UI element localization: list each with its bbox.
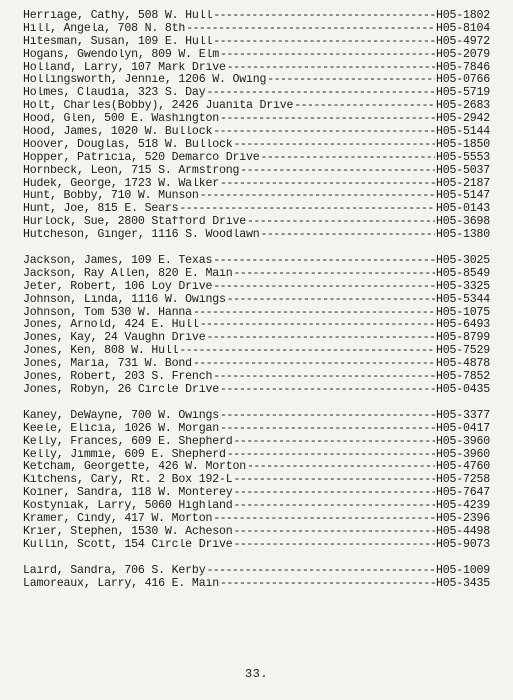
- directory-entry: [23, 371, 490, 384]
- directory-entry: [23, 578, 490, 591]
- entry-phone: H05-8104: [435, 22, 490, 35]
- entry-phone: H05-0766: [435, 74, 490, 87]
- directory-entry: [23, 126, 490, 139]
- entry-name-address: Kitchens, Cary, Rt. 2 Box 192-L: [23, 474, 233, 487]
- directory-group: [23, 10, 490, 242]
- dash-leader: [193, 358, 435, 371]
- entry-phone: H05-2187: [435, 177, 490, 190]
- entry-phone: H05-4498: [435, 525, 490, 538]
- entry-phone: H05-3325: [435, 280, 490, 293]
- dash-leader: [233, 500, 434, 513]
- dash-leader: [220, 423, 435, 436]
- entry-name-address: Jones, Arnold, 424 E. Hull: [23, 319, 199, 332]
- entry-phone: H05-2942: [435, 113, 490, 126]
- dash-leader: [227, 62, 435, 75]
- directory-entry: [23, 474, 490, 487]
- directory-entry: [23, 62, 490, 75]
- dash-leader: [213, 281, 435, 294]
- entry-name-address: Hood, Glen, 500 E. Washington: [23, 113, 219, 126]
- dash-leader: [179, 345, 435, 358]
- directory-entry: [23, 332, 490, 345]
- dash-leader: [233, 526, 434, 539]
- directory-entry: [23, 10, 490, 23]
- dash-leader: [179, 203, 435, 216]
- entry-phone: H05-7529: [435, 345, 490, 358]
- entry-name-address: Hollingsworth, Jennie, 1206 W. Owing: [23, 74, 267, 87]
- entry-phone: H05-5553: [435, 151, 490, 164]
- entry-phone: H05-4239: [435, 500, 490, 513]
- directory-entry: [23, 87, 490, 100]
- directory-entry: [23, 449, 490, 462]
- directory-group: [23, 565, 490, 591]
- dash-leader: [206, 87, 434, 100]
- directory-group: [23, 410, 490, 552]
- entry-phone: H05-8549: [435, 267, 490, 280]
- directory-entry: [23, 436, 490, 449]
- entry-phone: H05-5144: [435, 126, 490, 139]
- dash-leader: [220, 578, 435, 591]
- directory-group: [23, 255, 490, 397]
- directory-entry: [23, 487, 490, 500]
- entry-phone: H05-4878: [435, 358, 490, 371]
- entry-phone: H05-5719: [435, 87, 490, 100]
- dash-leader: [220, 113, 435, 126]
- directory-entry: [23, 23, 490, 36]
- dash-leader: [247, 461, 435, 474]
- entry-phone: H05-9073: [435, 538, 490, 551]
- entry-name-address: Hoover, Douglas, 518 W. Bullock: [23, 138, 233, 151]
- entry-name-address: Kramer, Cindy, 417 W. Morton: [23, 512, 213, 525]
- directory-entry: [23, 500, 490, 513]
- dash-leader: [206, 332, 434, 345]
- entry-phone: H05-6493: [435, 319, 490, 332]
- dash-leader: [200, 190, 435, 203]
- entry-name-address: Hunt, Bobby, 710 W. Munson: [23, 190, 199, 203]
- entry-phone: H05-3377: [435, 409, 490, 422]
- directory-entry: [23, 526, 490, 539]
- directory-entry: [23, 36, 490, 49]
- directory-entry: [23, 513, 490, 526]
- entry-name-address: Jeter, Robert, 106 Loy Drive: [23, 280, 213, 293]
- entry-name-address: Ketcham, Georgette, 426 W. Morton: [23, 461, 246, 474]
- entry-name-address: Hood, James, 1020 W. Bullock: [23, 126, 213, 139]
- entry-name-address: Kullin, Scott, 154 Circle Drive: [23, 538, 233, 551]
- dash-leader: [186, 23, 435, 36]
- entry-phone: H05-7852: [435, 371, 490, 384]
- directory-entry: [23, 461, 490, 474]
- directory-entry: [23, 255, 490, 268]
- entry-name-address: Jones, Robyn, 26 Circle Drive: [23, 383, 219, 396]
- dash-leader: [206, 565, 434, 578]
- entry-name-address: Herriage, Cathy, 508 W. Hull: [23, 10, 213, 22]
- dash-leader: [200, 319, 435, 332]
- dash-leader: [227, 294, 435, 307]
- dash-leader: [233, 474, 434, 487]
- entry-name-address: Hutcheson, Ginger, 1116 S. Woodlawn: [23, 229, 260, 242]
- entry-phone: H05-3960: [435, 448, 490, 461]
- entry-phone: H05-1380: [435, 229, 490, 242]
- entry-phone: H05-7258: [435, 474, 490, 487]
- directory-entry: [23, 229, 490, 242]
- directory-entry: [23, 216, 490, 229]
- entry-phone: H05-2396: [435, 512, 490, 525]
- dash-leader: [220, 410, 435, 423]
- directory-entry: [23, 319, 490, 332]
- entry-name-address: Jones, Kay, 24 Vaughn Drive: [23, 332, 206, 345]
- entry-name-address: Holland, Larry, 107 Mark Drive: [23, 61, 226, 74]
- page-number: 33.: [244, 667, 269, 681]
- entry-phone: H05-5037: [435, 164, 490, 177]
- dash-leader: [233, 539, 434, 552]
- directory-entry: [23, 139, 490, 152]
- entry-name-address: Laird, Sandra, 706 S. Kerby: [23, 564, 206, 577]
- directory-listing: [23, 10, 490, 590]
- entry-name-address: Hunt, Joe, 815 E. Sears: [23, 203, 179, 216]
- directory-entry: [23, 165, 490, 178]
- dash-leader: [261, 229, 435, 242]
- dash-leader: [213, 36, 435, 49]
- entry-phone: H05-4972: [435, 35, 490, 48]
- entry-name-address: Kelly, Frances, 609 E. Shepherd: [23, 435, 233, 448]
- entry-name-address: Hitesman, Susan, 109 E. Hull: [23, 35, 213, 48]
- entry-phone: H05-4760: [435, 461, 490, 474]
- dash-leader: [213, 10, 435, 23]
- dash-leader: [220, 384, 435, 397]
- entry-name-address: Jones, Ken, 808 W. Hull: [23, 345, 179, 358]
- entry-name-address: Hudek, George, 1723 W. Walker: [23, 177, 219, 190]
- entry-name-address: Keele, Elicia, 1026 W. Morgan: [23, 422, 219, 435]
- entry-name-address: Jones, Maria, 731 W. Bond: [23, 358, 192, 371]
- entry-phone: H05-1850: [435, 138, 490, 151]
- entry-phone: H05-0143: [435, 203, 490, 216]
- directory-entry: [23, 423, 490, 436]
- entry-phone: H05-0417: [435, 422, 490, 435]
- entry-phone: H05-7647: [435, 487, 490, 500]
- dash-leader: [213, 513, 435, 526]
- entry-name-address: Kelly, Jimmie, 609 E. Shepherd: [23, 448, 226, 461]
- entry-name-address: Koiner, Sandra, 118 W. Monterey: [23, 487, 233, 500]
- dash-leader: [213, 255, 435, 268]
- entry-name-address: Johnson, Tom 530 W. Hanna: [23, 306, 192, 319]
- dash-leader: [227, 449, 435, 462]
- dash-leader: [294, 100, 435, 113]
- entry-phone: H05-1802: [435, 10, 490, 22]
- dash-leader: [261, 152, 435, 165]
- dash-leader: [247, 216, 435, 229]
- entry-phone: H05-2079: [435, 48, 490, 61]
- entry-phone: H05-5147: [435, 190, 490, 203]
- entry-phone: H05-1075: [435, 306, 490, 319]
- dash-leader: [213, 126, 435, 139]
- directory-entry: [23, 152, 490, 165]
- dash-leader: [240, 165, 435, 178]
- entry-phone: H05-3698: [435, 216, 490, 229]
- directory-entry: [23, 307, 490, 320]
- entry-phone: H05-1009: [435, 564, 490, 577]
- directory-entry: [23, 281, 490, 294]
- entry-name-address: Hurlock, Sue, 2800 Stafford Drive: [23, 216, 246, 229]
- directory-entry: [23, 539, 490, 552]
- dash-leader: [220, 178, 435, 191]
- entry-name-address: Holmes, Claudia, 323 S. Day: [23, 87, 206, 100]
- entry-name-address: Johnson, Linda, 1116 W. Owings: [23, 293, 226, 306]
- entry-phone: H05-5344: [435, 293, 490, 306]
- entry-phone: H05-3435: [435, 577, 490, 590]
- entry-name-address: Hopper, Patricia, 520 Demarco Drive: [23, 151, 260, 164]
- directory-entry: [23, 410, 490, 423]
- entry-name-address: Kostyniak, Larry, 5060 Highland: [23, 500, 233, 513]
- entry-phone: H05-7846: [435, 61, 490, 74]
- dash-leader: [193, 307, 435, 320]
- directory-entry: [23, 345, 490, 358]
- entry-name-address: Hill, Angela, 708 N. 8th: [23, 22, 186, 35]
- directory-entry: [23, 294, 490, 307]
- directory-entry: [23, 100, 490, 113]
- dash-leader: [233, 139, 434, 152]
- entry-name-address: Krier, Stephen, 1530 W. Acheson: [23, 525, 233, 538]
- entry-phone: H05-8799: [435, 332, 490, 345]
- directory-entry: [23, 565, 490, 578]
- entry-name-address: Jones, Robert, 203 S. French: [23, 371, 213, 384]
- entry-name-address: Kaney, DeWayne, 700 W. Owings: [23, 409, 219, 422]
- directory-entry: [23, 113, 490, 126]
- entry-phone: H05-3960: [435, 435, 490, 448]
- entry-name-address: Jackson, James, 109 E. Texas: [23, 255, 213, 268]
- dash-leader: [233, 436, 434, 449]
- directory-entry: [23, 384, 490, 397]
- directory-entry: [23, 268, 490, 281]
- directory-entry: [23, 178, 490, 191]
- entry-name-address: Lamoreaux, Larry, 416 E. Main: [23, 577, 219, 590]
- dash-leader: [233, 268, 434, 281]
- entry-name-address: Holt, Charles(Bobby), 2426 Juanita Drive: [23, 100, 294, 113]
- directory-entry: [23, 358, 490, 371]
- dash-leader: [213, 371, 435, 384]
- directory-entry: [23, 49, 490, 62]
- dash-leader: [233, 487, 434, 500]
- directory-entry: [23, 190, 490, 203]
- entry-phone: H05-2683: [435, 100, 490, 113]
- entry-name-address: Jackson, Ray Allen, 820 E. Main: [23, 267, 233, 280]
- directory-entry: [23, 74, 490, 87]
- entry-name-address: Hogans, Gwendolyn, 809 W. Elm: [23, 48, 219, 61]
- directory-entry: [23, 203, 490, 216]
- entry-phone: H05-3025: [435, 255, 490, 268]
- entry-phone: H05-0435: [435, 383, 490, 396]
- dash-leader: [267, 74, 435, 87]
- dash-leader: [220, 49, 435, 62]
- entry-name-address: Hornbeck, Leon, 715 S. Armstrong: [23, 164, 240, 177]
